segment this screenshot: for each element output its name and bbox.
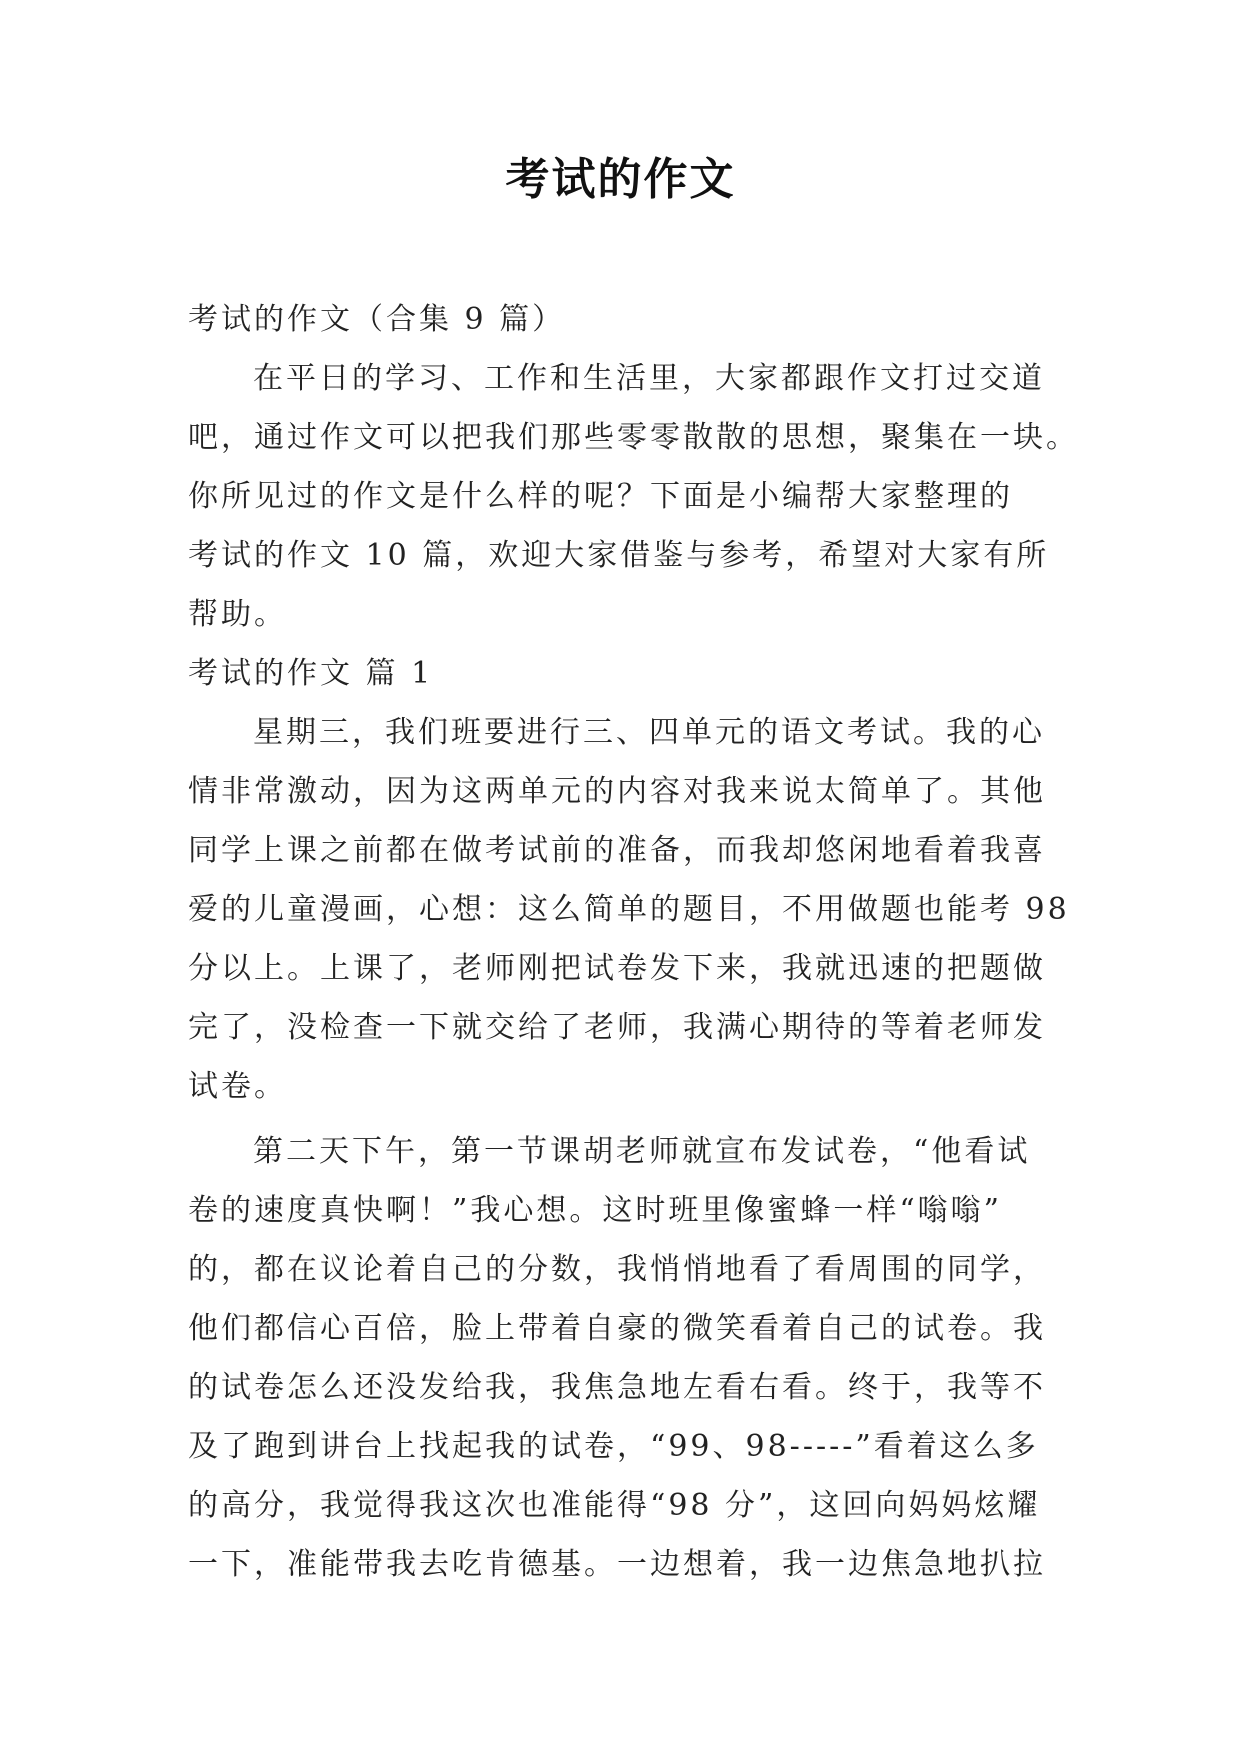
paragraph-line: 星期三，我们班要进行三、四单元的语文考试。我的心 <box>253 715 1045 750</box>
intro-paragraph <box>188 349 1079 644</box>
subtitle: 考试的作文（合集 9 篇） <box>188 302 566 337</box>
paragraph-line: 的试卷怎么还没发给我，我焦急地左看右看。终于，我等不 <box>188 1370 1046 1405</box>
paragraph-line: 的，都在议论着自己的分数，我悄悄地看了看周围的同学， <box>188 1252 1046 1287</box>
intro-line: 吧，通过作文可以把我们那些零零散散的思想，聚集在一块。 <box>188 420 1079 455</box>
paragraph-line: 及了跑到讲台上找起我的试卷，“99、98-----”看着这么多 <box>188 1429 1039 1464</box>
section-heading: 考试的作文 篇 1 <box>188 656 434 691</box>
paragraph-line: 爱的儿童漫画，心想：这么简单的题目，不用做题也能考 98 <box>188 892 1070 927</box>
paragraph-line: 一下，准能带我去吃肯德基。一边想着，我一边焦急地扒拉 <box>188 1547 1046 1582</box>
intro-line: 帮助。 <box>188 597 287 632</box>
paragraph-line: 他们都信心百倍，脸上带着自豪的微笑看着自己的试卷。我 <box>188 1311 1046 1346</box>
document-body <box>188 290 1079 1594</box>
paragraph-line: 分以上。上课了，老师刚把试卷发下来，我就迅速的把题做 <box>188 951 1046 986</box>
intro-line: 在平日的学习、工作和生活里，大家都跟作文打过交道 <box>253 361 1045 396</box>
paragraph-line: 的高分，我觉得我这次也准能得“98 分”，这回向妈妈炫耀 <box>188 1488 1041 1523</box>
document-title: 考试的作文 <box>505 154 736 205</box>
paragraph-2 <box>188 1122 1056 1594</box>
paragraph-1 <box>188 703 1070 1116</box>
paragraph-line: 第二天下午，第一节课胡老师就宣布发试卷，“他看试 <box>253 1134 1031 1169</box>
paragraph-line: 完了，没检查一下就交给了老师，我满心期待的等着老师发 <box>188 1010 1046 1045</box>
paragraph-line: 同学上课之前都在做考试前的准备，而我却悠闲地看着我喜 <box>188 833 1046 868</box>
paragraph-line: 情非常激动，因为这两单元的内容对我来说太简单了。其他 <box>188 774 1046 809</box>
intro-line: 考试的作文 10 篇，欢迎大家借鉴与参考，希望对大家有所 <box>188 538 1050 573</box>
intro-line: 你所见过的作文是什么样的呢？下面是小编帮大家整理的 <box>188 479 1013 514</box>
paragraph-line: 卷的速度真快啊！”我心想。这时班里像蜜蜂一样“嗡嗡” <box>188 1193 1003 1228</box>
paragraph-line: 试卷。 <box>188 1069 287 1104</box>
